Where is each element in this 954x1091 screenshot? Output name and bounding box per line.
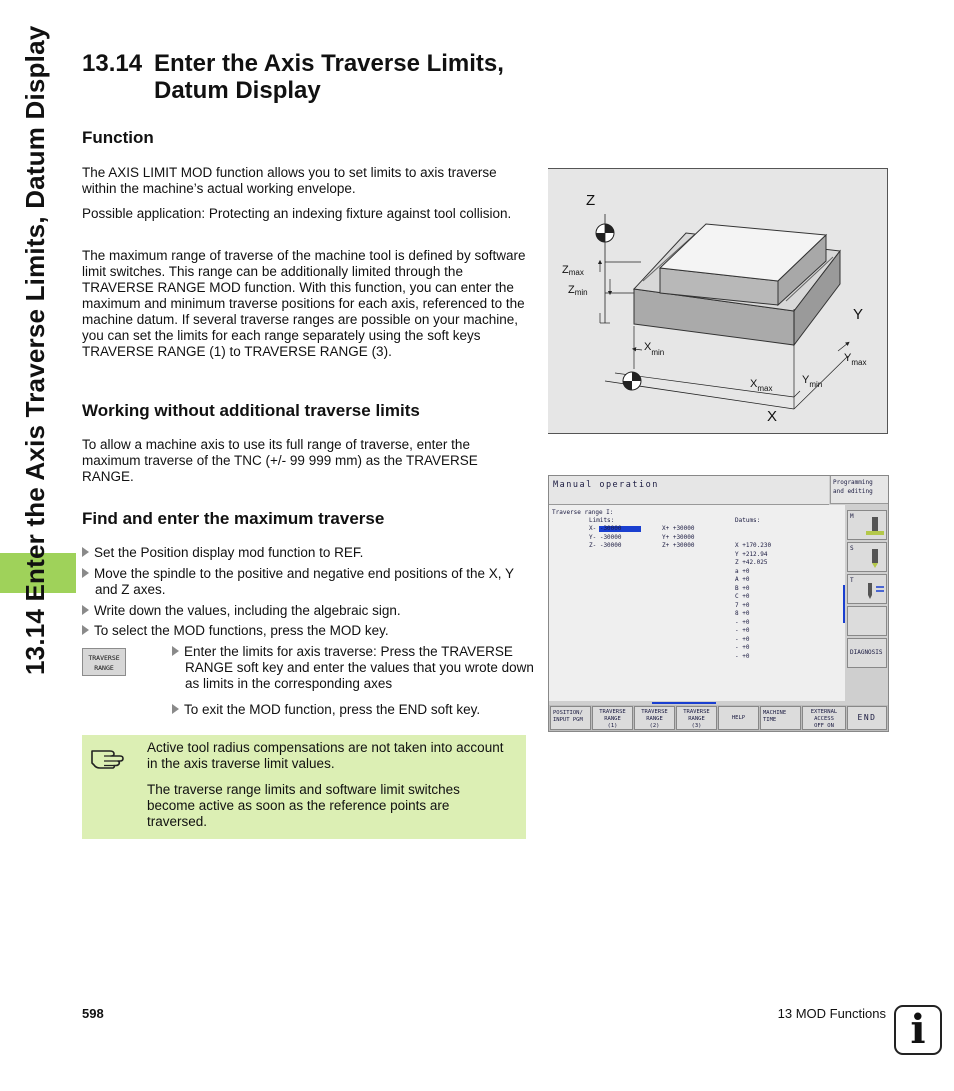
section-number: 13.14 <box>82 50 143 77</box>
arrow-right-icon <box>82 625 89 635</box>
xmin-label: $X_{min}$ <box>644 341 665 357</box>
axis-label-x: X <box>767 408 778 425</box>
side-key-m[interactable]: M <box>847 510 887 540</box>
side-key-s[interactable]: S <box>847 542 887 572</box>
function-heading: Function <box>82 128 154 147</box>
axis-label-y: Y <box>853 306 864 323</box>
axis-limits-figure <box>548 168 888 434</box>
spindle-icon <box>864 515 886 537</box>
limits-label: Limits: <box>589 517 615 524</box>
side-key-diagnosis[interactable]: DIAGNOSIS <box>847 638 887 668</box>
working-paragraph: To allow a machine axis to use its full range of traverse, enter the maximum traverse of the TNC (+/- 99 999 mm) as the TRAVERSE RANGE. <box>82 437 478 484</box>
arrow-right-icon <box>82 605 89 615</box>
side-tab-label: 13.14 Enter the Axis Traverse Limits, Datum Display <box>20 25 50 675</box>
xmax-label: $X_{max}$ <box>750 378 773 393</box>
page-title: Enter the Axis Traverse Limits, Datum Display <box>154 50 504 104</box>
step-1: Set the Position display mod function to REF. <box>82 545 527 561</box>
range-title: Traverse range I: <box>552 509 614 516</box>
note-box <box>82 735 526 839</box>
step-4: To select the MOD functions, press the MOD key. <box>82 623 527 639</box>
pointing-hand-icon <box>90 743 126 769</box>
axis-label-z: Z <box>586 192 596 209</box>
datum-symbol-icon <box>623 372 641 390</box>
zmax-label: Zmax <box>562 264 584 277</box>
note-paragraph-2: The traverse range limits and software limit switches become active as soon as the reference points are traversed. <box>147 782 460 829</box>
limits-minus: X- -30000 Y- -30000 Z- -30000 <box>589 525 622 549</box>
softkey-traverse-range-2[interactable]: TRAVERSE RANGE (2) <box>634 706 675 730</box>
softkey-row <box>549 705 888 731</box>
side-key-t[interactable]: T <box>847 574 887 604</box>
arrow-right-icon <box>172 704 179 714</box>
softkey-help[interactable]: HELP <box>718 706 759 730</box>
scroll-indicator <box>843 585 845 623</box>
note-paragraph-1: Active tool radius compensations are not taken into account in the axis traverse limit values. <box>147 740 504 771</box>
function-paragraph-2: Possible application: Protecting an indexing fixture against tool collision. <box>82 206 512 221</box>
arrow-right-icon <box>172 646 179 656</box>
screen-main <box>549 505 845 701</box>
step-3: Write down the values, including the algebraic sign. <box>82 603 527 619</box>
side-tab <box>0 0 78 1091</box>
datum-list: X +170.230 Y +212.94 Z +42.025 a +0 A +0 B +0 C +0 7 +0 8 +0 - +0 - +0 - +0 - +0 - +0 <box>735 542 772 660</box>
softkey-traverse-range-1[interactable]: TRAVERSE RANGE (1) <box>592 706 633 730</box>
function-paragraph-1: The AXIS LIMIT MOD function allows you to set limits to axis traverse within the machine’s actual working envelope. <box>82 165 497 196</box>
softkey-position-input[interactable]: POSITION/ INPUT PGM <box>550 706 591 730</box>
softkey-external-access[interactable]: EXTERNAL ACCESS OFF ON <box>802 706 846 730</box>
active-softkey-indicator <box>652 702 716 704</box>
softkey-traverse-range-3[interactable]: TRAVERSE RANGE (3) <box>676 706 717 730</box>
tnc-screen <box>548 475 889 732</box>
ymax-label: $Y_{max}$ <box>844 352 867 367</box>
function-paragraph-3: The maximum range of traverse of the machine tool is defined by software limit switches. This range can be additionally limited through the TRAVERSE RANGE MOD function. With this function, you can enter the maximum and minimum traverse positions for each axis, referenced to the machine datum. If several traverse ranges are possible on your machine, you can set the limits for each range separately using the soft keys TRAVERSE RANGE (1) to TRAVERSE RANGE (3). <box>82 248 526 359</box>
arrow-right-icon <box>82 547 89 557</box>
spindle-icon <box>864 547 886 569</box>
find-heading: Find and enter the maximum traverse <box>82 509 385 528</box>
ymin-label: $Y_{min}$ <box>802 374 823 389</box>
tool-icon <box>862 579 886 601</box>
zmin-label: Zmin <box>568 284 588 297</box>
chapter-title: 13 MOD Functions <box>777 1006 886 1021</box>
machine-table-drawing <box>548 169 888 435</box>
screen-title: Manual operation <box>553 480 659 490</box>
datums-label: Datums: <box>735 517 761 524</box>
screen-mode: Programming and editing <box>830 476 888 504</box>
working-heading: Working without additional traverse limits <box>82 401 420 420</box>
arrow-right-icon <box>82 568 89 578</box>
page-number: 598 <box>82 1006 104 1021</box>
limits-plus: X+ +30000 Y+ +30000 Z+ +30000 <box>662 525 695 549</box>
softkey-end[interactable]: END <box>847 706 887 730</box>
exit-step: To exit the MOD function, press the END soft key. <box>172 702 527 718</box>
screen-header <box>549 476 829 505</box>
step-2: Move the spindle to the positive and negative end positions of the X, Y and Z axes. <box>82 566 540 598</box>
traverse-range-softkey[interactable]: TRAVERSE RANGE <box>82 648 126 676</box>
side-key-empty[interactable] <box>847 606 887 636</box>
softkey-machine-time[interactable]: MACHINE TIME <box>760 706 801 730</box>
softkey-step: Enter the limits for axis traverse: Press the TRAVERSE RANGE soft key and enter the values that you wrote down as limits in the corresponding axes <box>172 644 540 692</box>
info-icon: i <box>894 1005 942 1055</box>
